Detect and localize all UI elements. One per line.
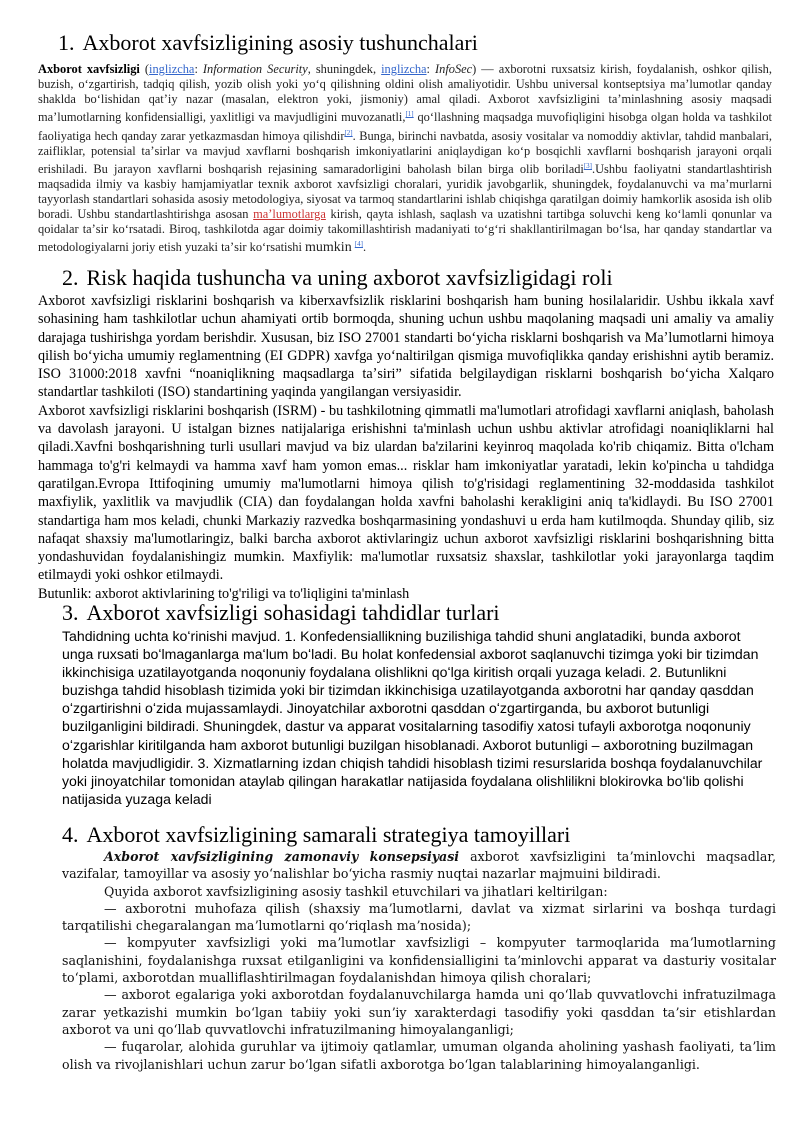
reference-2-link[interactable]: [2] <box>344 128 353 137</box>
text-fragment: : <box>426 62 435 76</box>
text-fragment: , shuningdek, <box>307 62 382 76</box>
section-1-title: Axborot xavfsizligining asosiy tushunchalari <box>82 30 478 55</box>
section-3-paragraph: Tahdidning uchta koʻrinishi mavjud. 1. Konfedensiallikning buzilishiga tahdid shuni anglatadiki, bunda axborot unga ruxsati boʻlmaganlarga maʻlum boʻladi. Bu holat konfedensial axborot saqlanuvchi tizimga yoki bir tizimdan ikkinchisiga uzatilayotganda noqonuniy foydalana olishlikni qoʻlga kiritish orqali yuzaga keladi. 2. Butunlikni buzishga tahdid hisoblash tizimida yoki bir tizimdan ikkinchisiga uzatilayotganda axborotni har qanday qasddan oʻzgartirishni oʻzida mujassamlaydi. Jinoyatchilar axborotni qasddan oʻzgartirganda, bu axborot butunligi buzilganligini bildiradi. Shuningdek, dastur va apparat vositalarning tasodifiy xatosi tufayli axborotga noqonuniy oʻzgarishlar kiritilganda ham axborot butunligi buzilgan hisoblanadi. Axborot butunligi – axborotning buzilmagan holatda mavjudligidir. 3. Xizmatlarning izdan chiqish tahdidi hisoblash tizimi resurslarida boshqa foydalanuvchilar yoki jinoyatchilar tomonidan ataylab qilingan harakatlar natijasida foydalana olishlilikni blokirovka boʻlib qolishi natijasida yuzaga keladi <box>62 628 763 807</box>
scan-bullet-2: — kompyuter xavfsizligi yoki maʼlumotlar xavfsizligi – kompyuter tarmoqlarida maʼlumotlarning saqlanishini, foydalanishga ruxsat etilganligini va konfidensialligini taʼminlovchi apparat va dasturiy vositalar toʻplami, axborotdan mualliflashtirilmagan foydalanishdan himoya qilish choralari; <box>62 935 776 986</box>
text-fragment: . Bunga, birinchi navbatda, asosiy vositalar va nomoddiy aktivlar, tahdid manbalari, zaifliklar, potensial taʼsirlar va mavjud xavflarni boshqarish imkoniyatlarini aniqlaydigan koʻp bosqichli xavflarni boshqarish jarayoni orqali erishiladi. Bu jarayon xavflarni boshqarish rejasining samaradorligini baholash bilan birga olib boriladi <box>38 128 772 176</box>
section-2-body <box>38 292 774 603</box>
scanned-text-image <box>62 848 776 1100</box>
reference-4-link[interactable]: [4] <box>354 240 363 249</box>
section-2-heading <box>62 265 613 291</box>
text-fragment: mumkin <box>305 240 352 256</box>
english-term-2: InfoSec <box>435 62 473 76</box>
link-inglizcha-2[interactable]: inglizcha <box>381 62 427 76</box>
link-inglizcha-1[interactable]: inglizcha <box>149 62 195 76</box>
text-fragment: ( <box>139 62 150 76</box>
section-2-paragraph-3: Butunlik: axborot aktivlarining to'g'riligi va to'liqligini ta'minlash <box>38 585 410 602</box>
text-fragment: : <box>194 62 203 76</box>
scan-paragraph-2: Quyida axborot xavfsizligining asosiy tashkil etuvchilari va jihatlari keltirilgan: <box>104 883 608 899</box>
section-4-title: Axborot xavfsizligining samarali strategiya tamoyillari <box>86 822 571 847</box>
section-3-title: Axborot xavfsizligi sohasidagi tahdidlar turlari <box>86 600 500 625</box>
section-3-heading <box>62 600 500 626</box>
text-fragment: axborot xavfsizligini taʼminlovchi maqsadlar, vazifalar, tamoyillar va asosiy yoʻnalishlar boʻyicha rasmiy nuqtai nazarlar majmuini bildiradi. <box>62 849 776 882</box>
reference-1-link[interactable]: [1] <box>405 110 414 119</box>
section-4-heading <box>62 822 570 848</box>
term-axborot-xavfsizligi: Axborot xavfsizligi <box>38 62 140 76</box>
reference-3-link[interactable]: [3] <box>583 161 593 170</box>
scan-bullet-1: — axborotni muhofaza qilish (shaxsiy maʼlumotlarni, davlat va xizmat sirlarini va boshqa turdagi tarqatilishi chegaralangan maʼlumotlarni qoʻriqlash maʼnosida); <box>62 900 776 934</box>
english-term-1: Information Security <box>202 62 308 76</box>
text-fragment: .Ushbu faoliyatni standartlashtirish maqsadida ilmiy va kasbiy hamjamiyatlar texnik axborot xavfsizligi choralari, yuridik javobgarlik, shuningdek, foydalanuvchi va maʼmurlarni tayyorlash standartlari sohasida asosiy metodologiya, siyosat va tarmoq standartlarini ishlab chiqishga qaratilgan doimiy hamkorlik asosida ish olib boradi. Ushbu standartlashtirishga asosan <box>38 161 772 222</box>
section-2-title: Risk haqida tushuncha va uning axborot xavfsizligidagi roli <box>86 265 613 290</box>
text-fragment: ) — axborotni ruxsatsiz kirish, foydalanish, oshkor qilish, buzish, oʻzgartirish, tadqiq qilish, yozib olish yoki yoʻq qilishning oldini olish amaliyotidir. Ushbu universal kontseptsiya maʼlumotlar qanday shaklda boʻlishidan qatʼiy nazar (masalan, elektron yoki, jismoniy) amal qiladi. Axborot xavfsizligini taʼminlashning asosiy maqsadi maʼlumotlarning konfidensialligi, yaxlitligi va mavjudligini muvozanatli, <box>38 62 772 125</box>
section-1-heading <box>58 30 478 56</box>
text-fragment: kirish, qayta ishlash, saqlash va uzatishni tartibga soluvchi keng koʻlamli qonunlar va qoidalar taʼsir koʻrsatadi. Biroq, tashkilotda agar doimiy takomillashtirish madaniyati toʻgʻri shakllantirilmagan boʻlsa, har qanday standartlar va metodologiyalarni joriy etish yuzaki taʼsir koʻrsatishi <box>38 207 772 255</box>
section-4-number: 4. <box>62 822 79 847</box>
section-2-paragraph-2: Axborot xavfsizligi risklarini boshqarish (ISRM) - bu tashkilotning qimmatli ma'lumotlari atrofidagi xavflarni aniqlash, baholash va davolash jarayoni. U istalgan biznes natijalariga erishishni ta'minlash uchun ushbu aktivlar atrofidagi noaniqliklarni hal qiladi.Xavfni boshqarishning turli usullari mavjud va biz ulardan ba'zilarini keyinroq maqolada ko'rib chiqamiz. Bitta o'lcham hammaga to'g'ri kelmaydi va hamma xavf ham yomon emas... risklar ham imkoniyatlar yaratadi, lekin ko'pincha u tahdidga qaratilgan.Evropa Ittifoqining umumiy ma'lumotlarni himoya qilish to'g'risidagi reglamentining 32-moddasida tashkilot maxfiylik, yaxlitlik va mavjudlik (CIA) dan foydalangan holda xavfni baholashi kerakligini aniq ta'kidlaydi. Bu ISO 27001 standartiga ham mos keladi, chunki Markaziy razvedka boshqarmasining yondashuvi u erda ham kutilmoqda. Shunday qilib, siz nafaqat shaxsiy ma'lumotlaringiz, balki barcha axborot aktivlaringiz uchun axborot xavfsizligi risklarini boshqarishning bitta yondashuvidan foydalanishingiz mumkin. Maxfiylik: ma'lumotlar ruxsatsiz shaxslar, tashkilotlar yoki jarayonlarga taqdim etilmaydi yoki oshkor etilmaydi. <box>38 402 774 584</box>
scan-bullet-3: — axborot egalariga yoki axborotdan foydalanuvchilarga hamda uni qoʻllab quvvatlovchi infratuzilmaga zarar yetkazishi mumkin boʻlgan tabiiy yoki sunʼiy xarakterdagi tasodifiy yoki qasddan taʼsir etishlardan axborot va uni qoʻllab quvvatlovchi infratuzilmaning himoyalanganligi; <box>62 987 776 1037</box>
scan-paragraph-1 <box>62 848 776 883</box>
section-1-paragraph <box>38 62 772 256</box>
link-malumotlarga[interactable]: maʼlumotlarga <box>253 207 326 222</box>
text-fragment: . <box>362 240 367 255</box>
section-2-paragraph-1: Axborot xavfsizligi risklarini boshqarish va kiberxavfsizlik risklarini boshqarish ham buning hosilalaridir. Ushbu ikkala xavf sohasining ham tashkilotlar uchun ahamiyati ortib bormoqda, shuning uchun ushbu maqolaning maqsadi uni amaliy va amaliy darajaga tushirishga yordam berishdir. Xususan, biz ISO 27001 standarti boʻyicha risklarni boshqarish va Maʼlumotlarni himoya qilish boʻyicha umumiy reglamentning (EI GDPR) xavfga yoʻnaltirilgan qismiga muvofiqlikka qanday erishishni aytib beramiz. ISO 31000:2018 xavfni “noaniqlikning maqsadlarga taʼsiri” sifatida belgilaydigan risklarni boshqarish boʻyicha Xalqaro standartlar tashkiloti (ISO) standartining yaqinda yangilangan versiyasidir. <box>38 293 774 401</box>
section-2-number: 2. <box>62 265 79 290</box>
text-fragment: qoʻllashning maqsadga muvofiqligini hisobga olgan holda va tashkilot faoliyatiga hech qanday zarar yetkazmasdan himoya qilishdir <box>38 110 772 143</box>
section-1-number: 1. <box>58 30 75 55</box>
scan-italic-term: Axborot xavfsizligining zamonaviy konsepsiyasi <box>104 849 460 864</box>
section-3-number: 3. <box>62 600 79 625</box>
scan-bullet-4: — fuqarolar, alohida guruhlar va ijtimoiy qatlamlar, umuman olganda aholining yashash faoliyati, taʼlim olish va rivojlanishlari uchun zarur boʻlgan sifatli axborotga boʻlgan talablarining himoyalanganligi. <box>62 1039 776 1072</box>
